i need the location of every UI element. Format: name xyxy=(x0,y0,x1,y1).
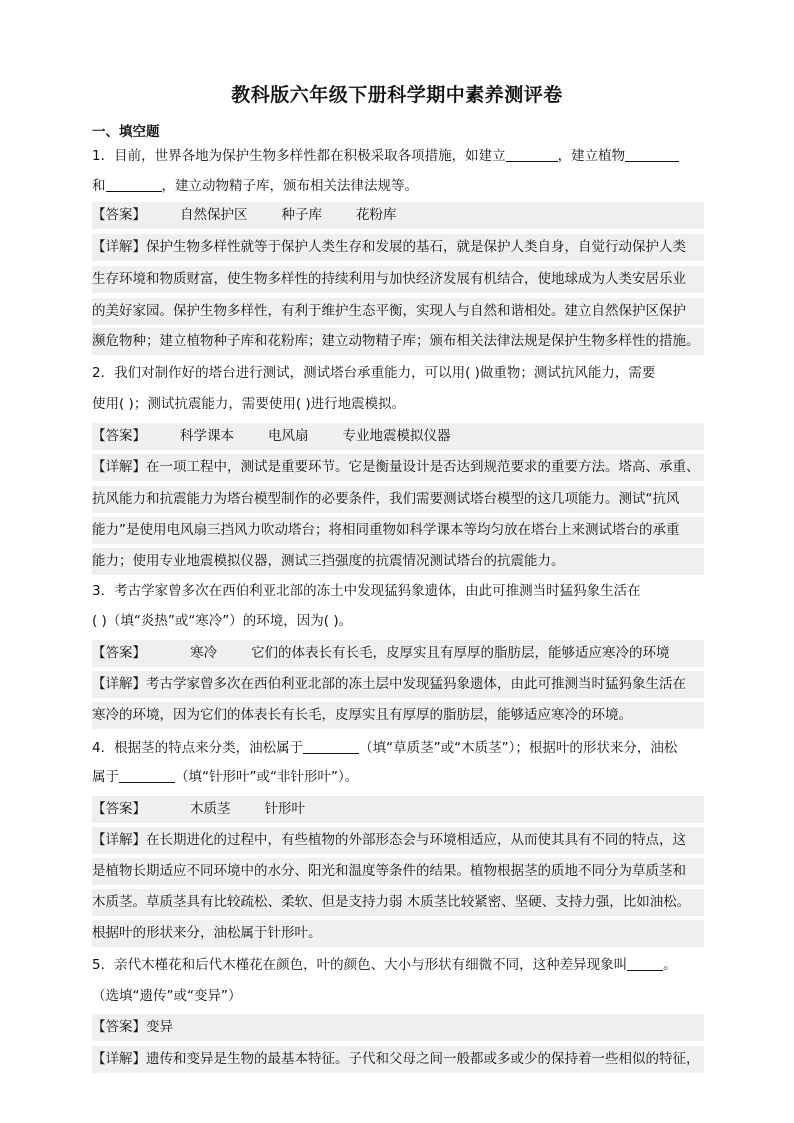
answer-tag: 【答案】 xyxy=(92,1019,146,1035)
answer-tag: 【答案】 xyxy=(92,645,146,661)
question-4-text: 属于 xyxy=(92,769,119,785)
question-5-answer xyxy=(92,1014,704,1041)
answer-tag: 【答案】 xyxy=(92,428,146,444)
explain-text: 根据叶的形状来分，油松属于针形叶。 xyxy=(92,925,322,941)
question-4-explain-line xyxy=(92,858,704,885)
question-2-explain-line xyxy=(92,548,704,575)
answer-blank xyxy=(506,146,558,162)
answer-value: 科学课本 xyxy=(180,428,234,444)
question-2-line-2: 使用( )；测试抗震能力，需要使用( )进行地震模拟。 xyxy=(92,396,406,412)
question-1-answer xyxy=(92,202,704,229)
answer-value: 自然保护区 xyxy=(180,207,248,223)
question-1-text: 1．目前，世界各地为保护生物多样性都在积极采取各项措施，如建立 xyxy=(92,148,506,164)
question-1-text: 和 xyxy=(92,178,106,194)
explain-text: 考古学家曾多次在西伯利亚北部的冻土层中发现猛犸象遗体，由此可推测当时猛犸象生活在 xyxy=(146,676,686,692)
question-5-line-2: （选填“遗传”或“变异”） xyxy=(92,988,242,1004)
explain-text: 保护生物多样性就等于保护人类生存和发展的基石，就是保护人类自身，自觉行动保护人类 xyxy=(146,239,686,255)
question-1-text: ，建立动物精子库，颁布相关法律法规等。 xyxy=(161,178,418,194)
answer-value: 花粉库 xyxy=(356,207,397,223)
question-4-text: （填“针形叶”或“非针形叶”）。 xyxy=(175,769,359,785)
explain-tag: 【详解】 xyxy=(92,1051,146,1067)
question-5-line-1 xyxy=(92,952,704,979)
question-3-line-1: 3．考古学家曾多次在西伯利亚北部的冻土中发现猛犸象遗体，由此可推测当时猛犸象生活在 xyxy=(92,583,641,599)
question-3-line-2: ( )（填“炎热”或“寒冷”）的环境，因为( )。 xyxy=(92,613,353,629)
explain-text: 是植物长期适应不同环境中的水分、阳光和温度等条件的结果。植物根据茎的质地不同分为草质茎和 xyxy=(92,863,686,879)
explain-tag: 【详解】 xyxy=(92,832,146,848)
answer-blank xyxy=(625,146,679,162)
question-4-explain-line xyxy=(92,889,704,916)
question-2-line-1: 2．我们对制作好的塔台进行测试，测试塔台承重能力，可以用( )做重物；测试抗风能力，需要 xyxy=(92,365,656,381)
explain-text: 抗风能力和抗震能力为塔台模型制作的必要条件，我们需要测试塔台模型的这几项能力。测试“抗风 xyxy=(92,491,680,507)
question-4-explain-line xyxy=(92,827,704,854)
explain-text: 在长期进化的过程中，有些植物的外部形态会与环境相适应，从而使其具有不同的特点，这 xyxy=(146,832,686,848)
question-4-explain-line xyxy=(92,920,704,947)
answer-blank xyxy=(119,767,175,783)
answer-blank xyxy=(303,738,359,754)
question-3-answer xyxy=(92,640,704,667)
question-4-text: （填“草质茎”或“木质茎”）；根据叶的形状来分，油松 xyxy=(359,740,678,756)
answer-value: 针形叶 xyxy=(264,801,305,817)
question-1-line-1 xyxy=(92,143,704,170)
answer-value: 它们的体表长有长毛，皮厚实且有厚厚的脂肪层，能够适应寒冷的环境 xyxy=(251,645,670,661)
question-5-explain-line xyxy=(92,1046,704,1073)
answer-value: 变异 xyxy=(146,1019,173,1035)
answer-blank xyxy=(627,955,663,971)
section-heading: 一、填空题 xyxy=(92,124,160,140)
answer-value: 电风扇 xyxy=(268,428,309,444)
explain-text: 遗传和变异是生物的最基本特征。子代和父母之间一般都或多或少的保持着一些相似的特征， xyxy=(146,1051,700,1067)
explain-text: 在一项工程中，测试是重要环节。它是衡量设计是否达到规范要求的重要方法。塔高、承重、 xyxy=(146,459,700,475)
answer-value: 专业地震模拟仪器 xyxy=(342,428,451,444)
answer-value: 种子库 xyxy=(281,207,322,223)
explain-tag: 【详解】 xyxy=(92,239,146,255)
question-2-explain-line xyxy=(92,454,704,481)
explain-text: 濒危物种；建立植物种子库和花粉库；建立动物精子库；颁布相关法律法规是保护生物多样性的措施。 xyxy=(92,333,700,349)
question-1-explain-line xyxy=(92,328,704,355)
explain-text: 能力”是使用电风扇三挡风力吹动塔台；将相同重物如科学课本等均匀放在塔台上来测试塔台的承重 xyxy=(92,522,680,538)
question-5-text: 5．亲代木槿花和后代木槿花在颜色，叶的颜色、大小与形状有细微不同，这种差异现象叫 xyxy=(92,957,628,973)
question-4-answer xyxy=(92,796,704,823)
question-2-explain-line xyxy=(92,517,704,544)
question-1-text: ，建立植物 xyxy=(557,148,626,164)
document-title: 教科版六年级下册科学期中素养测评卷 xyxy=(231,84,563,106)
explain-text: 能力；使用专业地震模拟仪器，测试三挡强度的抗震情况测试塔台的抗震能力。 xyxy=(92,553,565,569)
question-4-line-2 xyxy=(92,764,704,791)
question-1-line-2 xyxy=(92,173,704,200)
explain-tag: 【详解】 xyxy=(92,459,146,475)
answer-value: 木质茎 xyxy=(190,801,231,817)
question-5-text: 。 xyxy=(663,957,677,973)
question-4-line-1 xyxy=(92,735,704,762)
question-2-answer xyxy=(92,423,704,450)
question-2-explain-line xyxy=(92,486,704,513)
answer-blank xyxy=(106,176,162,192)
question-3-explain-line xyxy=(92,671,704,698)
answer-value: 寒冷 xyxy=(190,645,217,661)
explain-tag: 【详解】 xyxy=(92,676,146,692)
explain-text: 生存环境和物质财富，使生物多样性的持续利用与加快经济发展有机结合，使地球成为人类安居乐业 xyxy=(92,271,686,287)
explain-text: 的美好家园。保护生物多样性，有利于维护生态平衡，实现人与自然和谐相处。建立自然保护区保护 xyxy=(92,303,686,319)
question-1-explain-line xyxy=(92,266,704,293)
explain-text: 木质茎。草质茎具有比较疏松、柔软、但是支持力弱 木质茎比较紧密、坚硬、支持力强，比如油松。 xyxy=(92,894,691,910)
answer-tag: 【答案】 xyxy=(92,207,146,223)
question-3-explain-line xyxy=(92,702,704,729)
question-4-text: 4．根据茎的特点来分类，油松属于 xyxy=(92,740,304,756)
question-1-explain-line xyxy=(92,234,704,261)
explain-text: 寒冷的环境，因为它们的体表长有长毛，皮厚实且有厚厚的脂肪层，能够适应寒冷的环境。 xyxy=(92,707,632,723)
answer-tag: 【答案】 xyxy=(92,801,146,817)
question-1-explain-line xyxy=(92,298,704,325)
